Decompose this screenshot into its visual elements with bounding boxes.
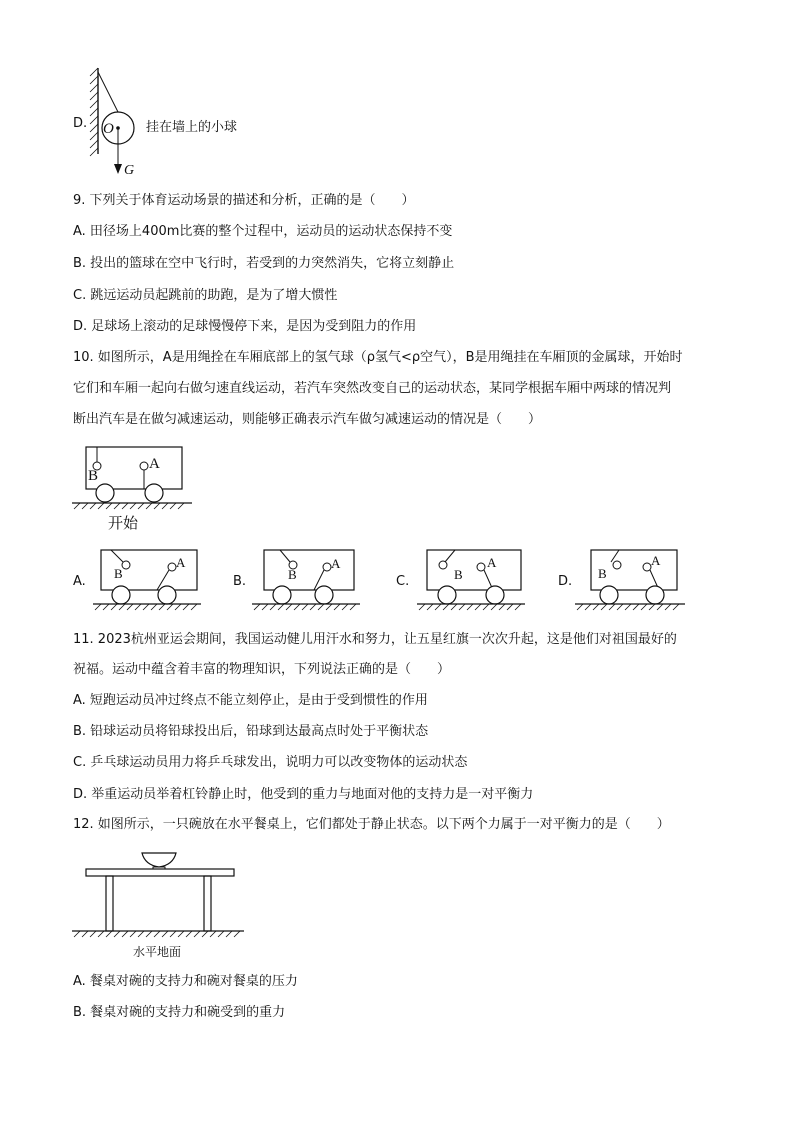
q11-option-a: A. 短跑运动员冲过终点不能立刻停止，是由于受到惯性的作用 <box>73 693 428 708</box>
q8-option-d-label: D. <box>73 116 88 131</box>
q11-option-b: B. 铅球运动员将铅球投出后，铅球到达最高点时处于平衡状态 <box>73 724 429 739</box>
bowl-table-figure <box>72 845 248 941</box>
cart-option-b <box>252 545 362 613</box>
wall-ball-figure <box>86 66 146 181</box>
cart-d-ball-b: B <box>598 566 607 581</box>
cart-a-ball-b: B <box>114 566 123 581</box>
q12-option-b: B. 餐桌对碗的支持力和碗受到的重力 <box>73 1005 286 1020</box>
q9-option-a: A. 田径场上400m比赛的整个过程中，运动员的运动状态保持不变 <box>73 224 453 239</box>
ground-caption: 水平地面 <box>133 945 182 959</box>
start-caption: 开始 <box>108 514 139 532</box>
q11-option-c: C. 乒乓球运动员用力将乒乓球发出，说明力可以改变物体的运动状态 <box>73 755 468 770</box>
cart-d-ball-a: A <box>651 553 661 568</box>
q10-option-a-label: A. <box>73 574 86 589</box>
cart-a-ball-a: A <box>176 555 186 570</box>
q11-option-d: D. 举重运动员举着杠铃静止时，他受到的重力与地面对他的支持力是一对平衡力 <box>73 787 534 802</box>
q10-stem-line1: 10. 如图所示，A是用绳拴在车厢底部上的氢气球（ρ氢气<ρ空气），B是用绳挂在车厢顶的金属球，开始时 <box>73 350 683 365</box>
q11-stem-line1: 11. 2023杭州亚运会期间，我国运动健儿用汗水和努力，让五星红旗一次次升起，这是他们对祖国最好的 <box>73 632 677 647</box>
q10-option-c-label: C. <box>396 574 410 589</box>
cart-option-a <box>93 545 203 613</box>
q9-stem: 9. 下列关于体育运动场景的描述和分析，正确的是（ ） <box>73 193 415 208</box>
q12-option-a: A. 餐桌对碗的支持力和碗对餐桌的压力 <box>73 974 298 989</box>
cart-c-ball-b: B <box>454 567 463 582</box>
q12-stem: 12. 如图所示，一只碗放在水平餐桌上，它们都处于静止状态。以下两个力属于一对平衡力的是（ ） <box>73 817 670 832</box>
start-ball-a: A <box>149 456 160 472</box>
cart-b-ball-b: B <box>288 567 297 582</box>
gravity-g-label: G <box>124 163 135 178</box>
q9-option-b: B. 投出的篮球在空中飞行时，若受到的力突然消失，它将立刻静止 <box>73 256 455 271</box>
q9-option-c: C. 跳远运动员起跳前的助跑，是为了增大惯性 <box>73 288 338 303</box>
q8-option-d-caption: 挂在墙上的小球 <box>146 120 238 135</box>
q10-option-b-label: B. <box>233 574 247 589</box>
center-o-label: O <box>103 121 114 137</box>
q9-option-d: D. 足球场上滚动的足球慢慢停下来，是因为受到阻力的作用 <box>73 319 417 334</box>
cart-b-ball-a: A <box>331 556 341 571</box>
cart-c-ball-a: A <box>487 555 497 570</box>
q11-stem-line2: 祝福。运动中蕴含着丰富的物理知识，下列说法正确的是（ ） <box>73 662 451 677</box>
q10-option-d-label: D. <box>558 574 573 589</box>
cart-option-c <box>417 545 527 613</box>
q10-stem-line2: 它们和车厢一起向右做匀速直线运动，若汽车突然改变自己的运动状态，某同学根据车厢中两球的情况判 <box>73 381 672 396</box>
cart-option-d <box>575 545 687 613</box>
q10-stem-line3: 断出汽车是在做匀减速运动，则能够正确表示汽车做匀减速运动的情况是（ ） <box>73 412 542 427</box>
start-ball-b: B <box>88 468 99 484</box>
